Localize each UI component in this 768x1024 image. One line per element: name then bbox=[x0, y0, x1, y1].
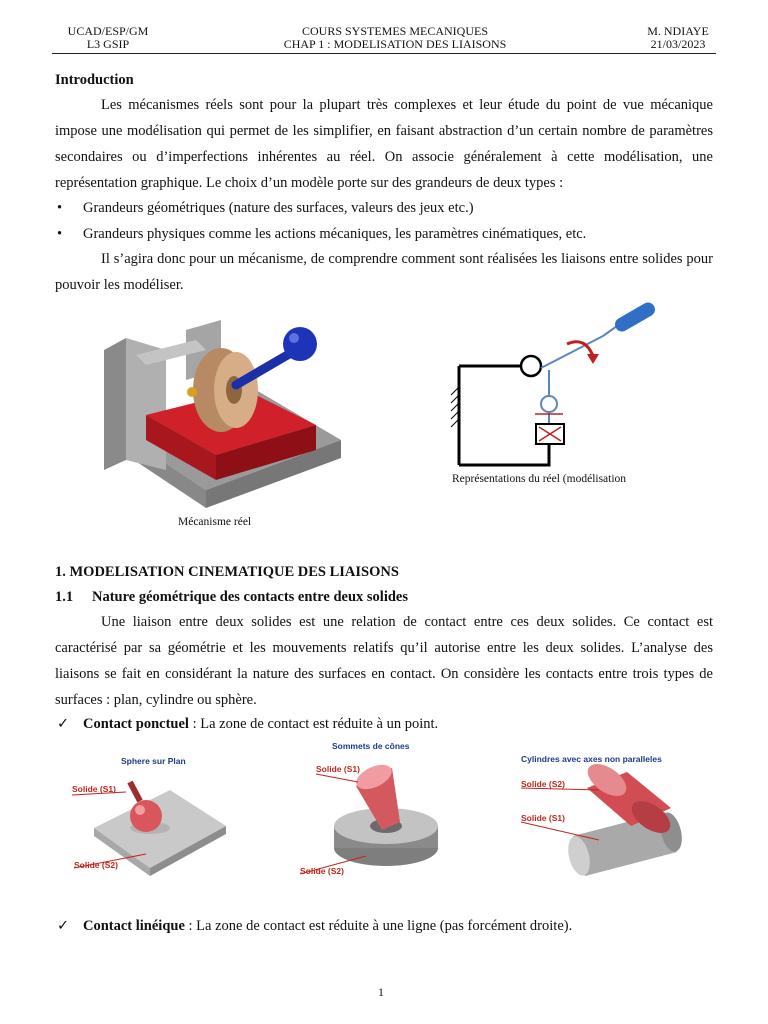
kinematic-diagram bbox=[445, 300, 670, 470]
cyl-s1-label: Solide (S1) bbox=[521, 813, 565, 823]
caption-model: Représentations du réel (modélisation bbox=[452, 473, 627, 485]
intro-bullet-1 bbox=[57, 198, 474, 218]
header-right bbox=[636, 25, 720, 51]
header-course: COURS SYSTEMES MECANIQUES bbox=[301, 24, 489, 38]
check-contact-ponctuel bbox=[57, 714, 438, 734]
section-1-title: 1. MODELISATION CINEMATIQUE DES LIAISONS bbox=[55, 564, 399, 580]
intro-paragraph-1: Les mécanismes réels sont pour la plupart très complexes et leur étude du point de vue mécanique impose une modélisation qui permet de les simplifier, en faisant abstraction d’un certain nombre de paramètres secondaires ou d’imperfections inhérentes au réel. On associe généralement à cette modélisation, une représentation graphique. Le choix d’un modèle porte sur des grandeurs de deux types : bbox=[55, 97, 713, 191]
cones-s1-label: Solide (S1) bbox=[316, 764, 360, 774]
page-number: 1 bbox=[378, 985, 384, 999]
sphere-s1-label: Solide (S1) bbox=[72, 784, 116, 794]
cones-title: Sommets de cônes bbox=[332, 741, 410, 751]
header-author: M. NDIAYE bbox=[647, 24, 709, 38]
bullet-dot: • bbox=[57, 200, 63, 216]
header-left bbox=[62, 25, 154, 51]
check-text: : La zone de contact est réduite à un point. bbox=[188, 716, 439, 732]
bullet-text: Grandeurs géométriques (nature des surfaces, valeurs des jeux etc.) bbox=[83, 200, 474, 216]
intro-paragraph-2: Il s’agira donc pour un mécanisme, de comprendre comment sont réalisées les liaisons entre solides pour pouvoir les modéliser. bbox=[55, 251, 713, 293]
intro-heading: Introduction bbox=[55, 72, 134, 88]
header-date: 21/03/2023 bbox=[650, 37, 706, 51]
check-bold: Contact linéique bbox=[83, 918, 185, 934]
sphere-on-plane-image bbox=[66, 750, 256, 885]
crossed-cylinders-image bbox=[515, 748, 700, 883]
cones-s2-label: Solide (S2) bbox=[300, 866, 344, 876]
section-1-1-title: Nature géométrique des contacts entre deux solides bbox=[92, 589, 409, 605]
checkmark-icon: ✓ bbox=[57, 716, 70, 732]
check-contact-lineique bbox=[57, 916, 572, 936]
bullet-dot: • bbox=[57, 226, 63, 242]
section-1-1-number: 1.1 bbox=[55, 589, 74, 605]
header-class: L3 GSIP bbox=[86, 37, 130, 51]
check-bold: Contact ponctuel bbox=[83, 716, 189, 732]
sphere-s2-label: Solide (S2) bbox=[74, 860, 118, 870]
section-1-1-paragraph: Une liaison entre deux solides est une relation de contact entre ces deux solides. Ce contact est caractérisé par sa géométrie et les mouvements relatifs qu’il autorise entre les deux solides. L’analyse des liaisons se fait en considérant la nature des surfaces en contact. On considère les contacts entre trois types de surfaces : plan, cylindre ou sphère. bbox=[55, 614, 713, 708]
cyl-s2-label: Solide (S2) bbox=[521, 779, 565, 789]
real-mechanism-image bbox=[96, 310, 346, 510]
cyl-title: Cylindres avec axes non paralleles bbox=[521, 754, 662, 764]
sphere-title: Sphere sur Plan bbox=[121, 756, 186, 766]
header-chapter: CHAP 1 : MODELISATION DES LIAISONS bbox=[283, 37, 507, 51]
checkmark-icon: ✓ bbox=[57, 918, 70, 934]
caption-real-mechanism: Mécanisme réel bbox=[178, 516, 252, 528]
check-text: : La zone de contact est réduite à une ligne (pas forcément droite). bbox=[184, 918, 573, 934]
header-school: UCAD/ESP/GM bbox=[67, 24, 149, 38]
bullet-text: Grandeurs physiques comme les actions mécaniques, les paramètres cinématiques, etc. bbox=[83, 226, 587, 242]
intro-bullet-2 bbox=[57, 224, 586, 244]
cone-tips-image bbox=[296, 738, 466, 888]
header-center bbox=[230, 25, 560, 51]
header-divider bbox=[52, 53, 716, 54]
